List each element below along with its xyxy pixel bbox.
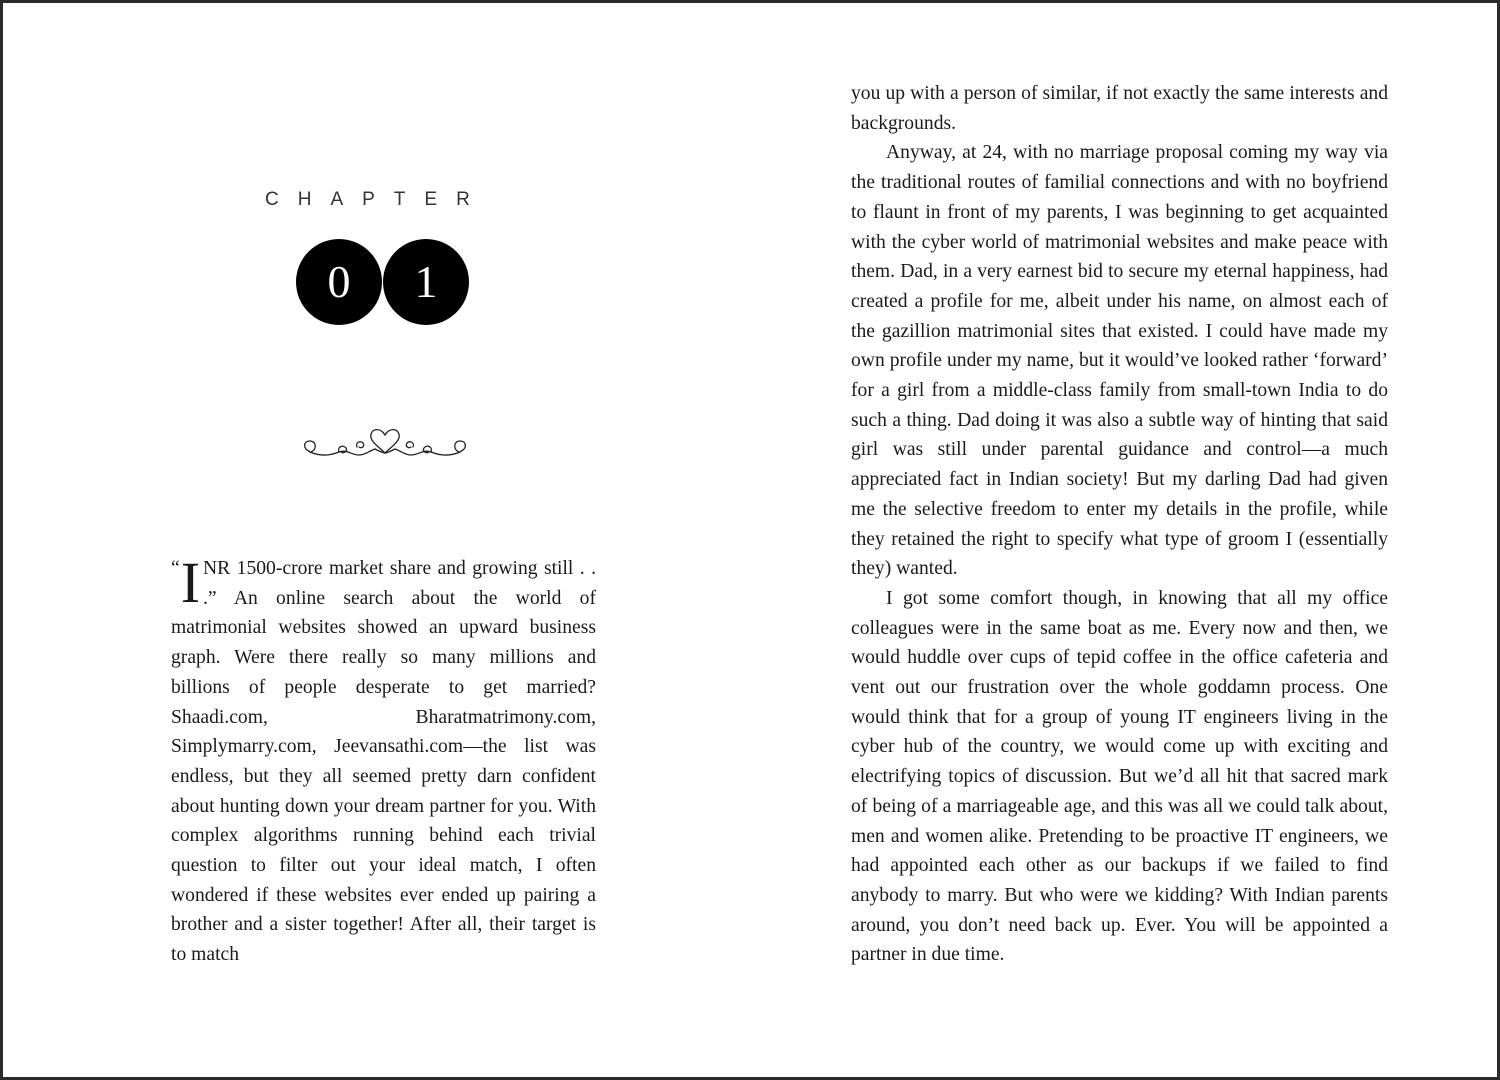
- chapter-label: CHAPTER: [265, 189, 489, 210]
- left-column-text: [171, 550, 596, 970]
- right-column-text: [851, 79, 1388, 970]
- drop-cap: I: [180, 550, 201, 615]
- heart-flourish-icon: [299, 425, 471, 467]
- opening-paragraph: [171, 550, 596, 970]
- paragraph-continued: you up with a person of similar, if not exactly the same interests and backgrounds.: [851, 83, 1388, 134]
- paragraph-comfort: I got some comfort though, in knowing that all my office colleagues were in the same boat as me. Every now and then, we would huddle over cups of tepid coffee in the office cafeteria and vent out our frustration over the whole goddamn process. One would think that for a group of young IT engineers living in the cyber hub of the country, we would come up with exciting and electrifying topics of discussion. But we’d all hit that sacred mark of being of a marriageable age, and this was all we could talk about, men and women alike. Pretending to be proactive IT engineers, we had appointed each other as our backups if we failed to find anybody to marry. But who were we kidding? With Indian parents around, you don’t need back up. Ever. You will be appointed a partner in due time.: [851, 587, 1388, 966]
- opening-quote-mark: “: [171, 558, 180, 579]
- opening-paragraph-text: NR 1500-crore market share and growing still . . .” An online search about the world of matrimonial websites showed an upward business graph. Were there really so many millions and billions of people desperate to get married? Shaadi.com, Bharatmatrimony.com, Simplymarry.com, Jeevansathi.com—the list was endless, but they all seemed pretty darn confident about hunting down your dream partner for you. With complex algorithms running behind each trivial question to filter out your ideal match, I often wondered if these websites ever ended up pairing a brother and a sister together! After all, their target is to match: [171, 558, 596, 966]
- paragraph-anyway: Anyway, at 24, with no marriage proposal coming my way via the traditional routes of familial connections and with no boyfriend to flaunt in front of my parents, I was beginning to get acquainted with the cyber world of matrimonial websites and make peace with them. Dad, in a very earnest bid to secure my eternal happiness, had created a profile for me, albeit under his name, on almost each of the gazillion matrimonial sites that existed. I could have made my own profile under my name, but it would’ve looked rather ‘forward’ for a girl from a middle-class family from small-town India to do such a thing. Dad doing it was also a subtle way of hinting that said girl was still under parental guidance and control—a much appreciated fact in Indian society! But my darling Dad had given me the selective freedom to enter my details in the profile, while they retained the right to specify what type of groom I (essentially they) wanted.: [851, 142, 1388, 580]
- chapter-number-digit-2: 1: [383, 239, 469, 325]
- chapter-number-digit-1: 0: [296, 239, 382, 325]
- book-spread: [3, 3, 1497, 1077]
